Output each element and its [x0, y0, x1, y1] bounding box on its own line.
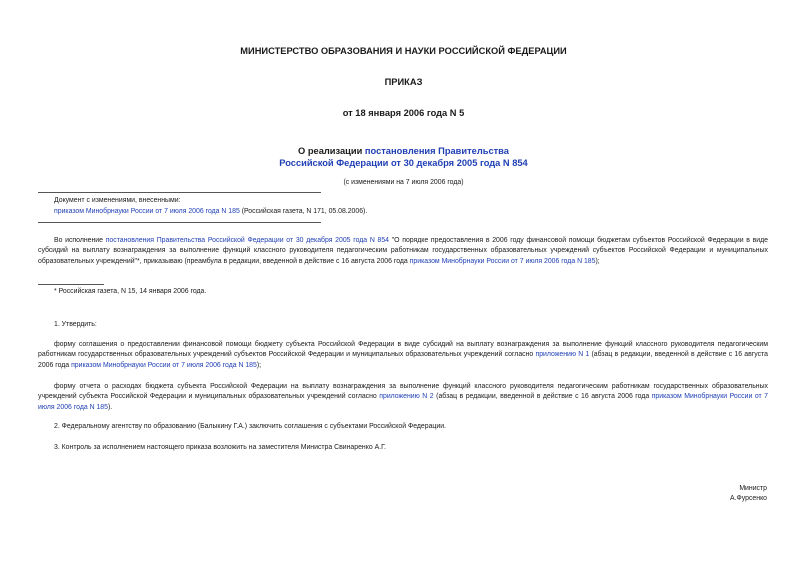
form1-paragraph: [38, 340, 768, 371]
amended-note: (с изменениями на 7 июля 2006 года): [343, 179, 464, 186]
item-3: 3. Контроль за исполнением настоящего приказа возложить на заместителя Министра Свинаренко А.Г.: [54, 444, 386, 451]
date-number-heading: от 18 января 2006 года N 5: [342, 108, 465, 118]
preamble-text-3: );: [595, 257, 600, 265]
document-title: [0, 145, 807, 169]
footnote-divider: [38, 284, 104, 285]
changes-rest: (Российская газета, N 171, 05.08.2006).: [239, 208, 368, 215]
footnote: * Российская газета, N 15, 14 января 2006 года.: [54, 288, 207, 295]
title-prefix: О реализации: [298, 146, 365, 156]
item-approve: 1. Утвердить:: [54, 321, 97, 328]
form1-link-appendix[interactable]: приложению N 1: [535, 351, 590, 359]
preamble-text-1: Во исполнение: [54, 237, 106, 244]
form1-text-3: );: [256, 361, 262, 369]
form2-text-2: (абзац в редакции, введенной в действие с 16 августа 2006 года: [433, 393, 652, 401]
item-2: 2. Федеральному агентству по образованию (Балыкину Г.А.) заключить соглашения с субъектами Российской Федерации.: [54, 423, 446, 430]
divider-top: [38, 192, 321, 193]
preamble-paragraph: [38, 236, 768, 267]
title-link-decree-line2[interactable]: Российской Федерации от 30 декабря 2005 года N 854: [279, 158, 528, 168]
form1-text-1: форму соглашения о предоставлении финансовой помощи бюджету субъекта Российской Федерации в виде субсидий на выплату вознаграждения за выполнение функций классного руководителя педагогическим работникам государственных образовательных учреждений субъектов Российской Федерации и муниципальных образовательных учреждений согласно: [38, 341, 768, 359]
form1-text-2: (абзац в редакции, введенной в действие с 16 августа 2006 года: [38, 351, 768, 369]
form2-paragraph: [38, 382, 768, 413]
form2-text-1: форму отчета о расходах бюджета субъекта Российской Федерации на выплату вознаграждения за выполнение функций классного руководителя педагогическим работникам государственных образовательных учреждений субъекта Российской Федерации и муниципальных образовательных учреждений согласно: [38, 383, 768, 401]
changes-link[interactable]: приказом Минобрнауки России от 7 июля 2006 года N 185: [54, 208, 240, 215]
signature-name: А.Фурсенко: [730, 495, 767, 502]
form2-link-appendix[interactable]: приложению N 2: [379, 393, 434, 401]
preamble-text-2: "О порядке предоставления в 2006 году финансовой помощи бюджетам субъектов Российской Федерации в виде субсидий на выплату вознаграждения за выполнение функций классного руководителя педагогическим работникам государственных образовательных учреждений субъектов Российской Федерации и муниципальных образовательных учреждений"*, приказываю (преамбула в редакции, введенной в действие с 16 августа 2006 года: [38, 237, 769, 265]
preamble-link-order[interactable]: приказом Минобрнауки России от 7 июля 2006 года N 185: [409, 257, 596, 265]
form2-text-3: ).: [107, 403, 113, 411]
changes-line: [54, 207, 754, 217]
ministry-heading: МИНИСТЕРСТВО ОБРАЗОВАНИЯ И НАУКИ РОССИЙСКОЙ ФЕДЕРАЦИИ: [240, 46, 567, 56]
form1-link-order[interactable]: приказом Минобрнауки России от 7 июля 2006 года N 185: [71, 361, 257, 369]
form2-link-order[interactable]: приказом Минобрнауки России от 7 июля 2006 года N 185: [38, 393, 768, 411]
signature-position: Министр: [739, 485, 767, 492]
changes-label: Документ с изменениями, внесенными:: [54, 197, 181, 204]
preamble-link-decree[interactable]: постановления Правительства Российской Федерации от 30 декабря 2005 года N 854: [105, 237, 390, 244]
doc-type-heading: ПРИКАЗ: [384, 77, 423, 87]
title-link-decree[interactable]: постановления Правительства: [364, 146, 509, 156]
divider-bottom: [38, 222, 321, 223]
